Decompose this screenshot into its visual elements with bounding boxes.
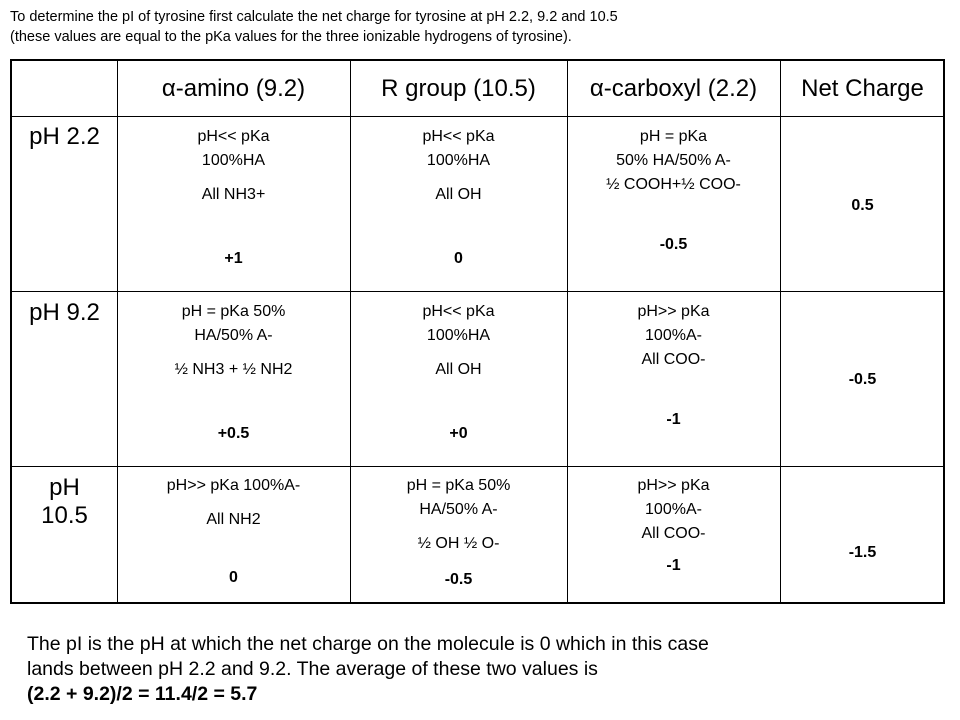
cell-line: ½ COOH+½ COO- (606, 176, 741, 193)
cell-line: All COO- (641, 351, 706, 368)
conclusion-text (27, 632, 947, 707)
row-divider (12, 116, 943, 117)
cell-line: pH>> pKa 100%A- (166, 477, 301, 494)
charge-value: -0.5 (659, 236, 688, 253)
cell-line: 100%A- (645, 327, 702, 344)
cell-line: pH>> pKa (637, 477, 710, 494)
cell-carboxyl-ph-9-2 (567, 300, 780, 432)
row-label-ph-9-2 (12, 299, 117, 327)
cell-carboxyl-ph-10-5 (567, 474, 780, 578)
column-divider (780, 61, 781, 602)
cell-carboxyl-ph-2-2 (567, 125, 780, 257)
row-divider (12, 291, 943, 292)
cell-line: All NH3+ (201, 186, 266, 203)
header-alpha-amino: α-amino (9.2) (161, 74, 306, 102)
net-charge-ph-9-2: -0.5 (848, 371, 877, 388)
cell-line: pH<< pKa (422, 128, 495, 145)
conclusion-result: (2.2 + 9.2)/2 = 11.4/2 = 5.7 (27, 683, 258, 705)
cell-line: All NH2 (206, 511, 261, 528)
row-label-line: pH 2.2 (29, 123, 100, 150)
header-alpha-carboxyl: α-carboxyl (2.2) (589, 74, 758, 102)
cell-rgroup-ph-2-2 (350, 125, 567, 271)
cell-line: HA/50% A- (194, 327, 273, 344)
row-label-line: pH (49, 474, 80, 501)
charge-value: +0.5 (217, 425, 250, 442)
row-divider (12, 466, 943, 467)
cell-line: HA/50% A- (419, 501, 498, 518)
net-charge-ph-10-5: -1.5 (848, 544, 877, 561)
cell-line: 50% HA/50% A- (616, 152, 731, 169)
cell-rgroup-ph-10-5 (350, 474, 567, 592)
charge-value: -1 (666, 557, 681, 574)
cell-line: 100%A- (645, 501, 702, 518)
conclusion-line-1: The pI is the pH at which the net charge on the molecule is 0 which in this case (27, 633, 709, 655)
cell-line: pH = pKa (639, 128, 708, 145)
charge-value: -0.5 (444, 571, 473, 588)
charge-value: +0 (449, 425, 468, 442)
cell-line: pH = pKa 50% (181, 303, 286, 320)
charge-value: +1 (224, 250, 243, 267)
row-label-line: 10.5 (41, 502, 88, 529)
cell-amino-ph-2-2 (117, 125, 350, 271)
cell-line: pH<< pKa (422, 303, 495, 320)
net-charge-ph-2-2: 0.5 (851, 197, 874, 214)
charge-value: 0 (229, 569, 238, 586)
intro-text (10, 7, 955, 47)
cell-line: 100%HA (201, 152, 266, 169)
charge-value: -1 (666, 411, 681, 428)
cell-line: All OH (435, 361, 482, 378)
header-net-charge: Net Charge (801, 74, 924, 102)
cell-line: pH = pKa 50% (406, 477, 511, 494)
cell-line: 100%HA (426, 327, 491, 344)
row-label-ph-2-2 (12, 123, 117, 151)
cell-line: 100%HA (426, 152, 491, 169)
header-r-group: R group (10.5) (381, 74, 536, 102)
cell-line: ½ OH ½ O- (417, 535, 500, 552)
cell-line: ½ NH3 + ½ NH2 (174, 361, 293, 378)
cell-amino-ph-9-2 (117, 300, 350, 446)
cell-rgroup-ph-9-2 (350, 300, 567, 446)
net-charge-table (10, 59, 945, 604)
row-label-ph-10-5 (12, 474, 117, 530)
cell-line: pH<< pKa (197, 128, 270, 145)
cell-line: All COO- (641, 525, 706, 542)
row-label-line: pH 9.2 (29, 299, 100, 326)
cell-amino-ph-10-5 (117, 474, 350, 590)
cell-line: pH>> pKa (637, 303, 710, 320)
charge-value: 0 (454, 250, 463, 267)
conclusion-line-2: lands between pH 2.2 and 9.2. The average of these two values is (27, 658, 598, 680)
cell-line: All OH (435, 186, 482, 203)
intro-line-1: To determine the pI of tyrosine first calculate the net charge for tyrosine at pH 2.2, 9.2 and 10.5 (10, 9, 618, 25)
intro-line-2: (these values are equal to the pKa values for the three ionizable hydrogens of tyrosine). (10, 29, 572, 45)
